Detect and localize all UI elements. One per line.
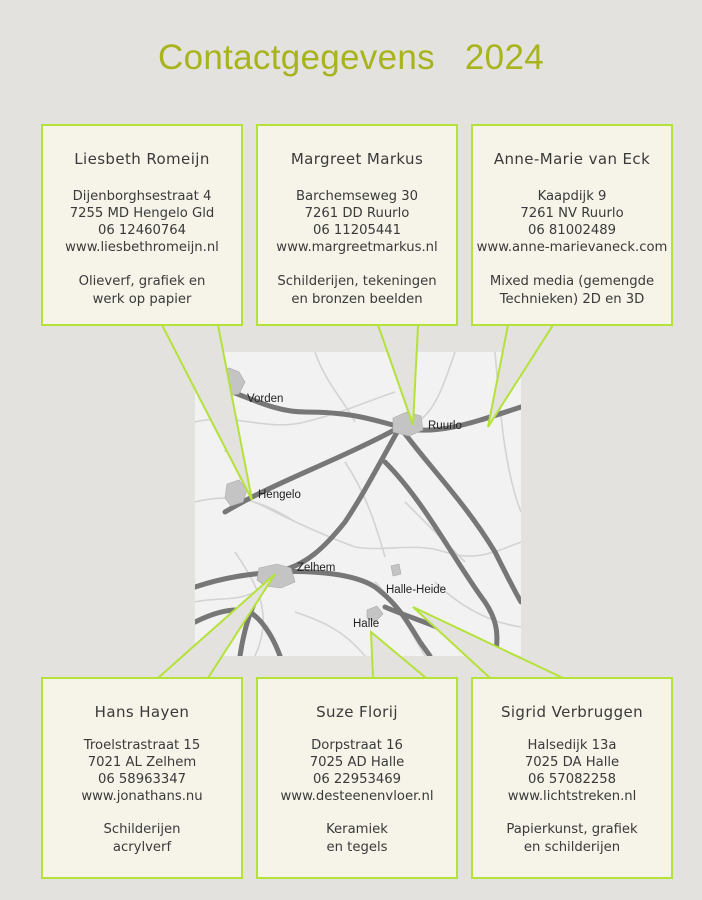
artist-name: Suze Florij <box>316 703 398 721</box>
phone-number: 06 81002489 <box>527 223 617 238</box>
contact-card-margreet-markus <box>256 124 458 326</box>
address-street: Halsedijk 13a <box>527 738 617 753</box>
artist-name: Liesbeth Romeijn <box>74 150 210 168</box>
address-city: 7261 NV Ruurlo <box>520 206 624 221</box>
pointer-hans <box>158 574 275 678</box>
website-link[interactable]: www.liesbethromeijn.nl <box>65 240 219 255</box>
address-street: Dorpstraat 16 <box>311 738 403 753</box>
address-street: Barchemseweg 30 <box>295 189 419 204</box>
description-line: Olieverf, grafiek en <box>78 274 206 289</box>
place-label-hengelo: Hengelo <box>258 489 301 501</box>
place-label-zelhem: Zelhem <box>297 562 336 574</box>
artist-name: Sigrid Verbruggen <box>500 703 644 721</box>
art-description <box>258 273 456 309</box>
description-line: en tegels <box>326 840 388 855</box>
description-line: en bronzen beelden <box>291 292 423 307</box>
title-main: Contactgegevens <box>158 38 435 77</box>
description-line: en schilderijen <box>523 840 621 855</box>
contact-card-suze-florij <box>256 677 458 879</box>
art-description <box>43 273 241 309</box>
place-label-halle: Halle <box>353 618 380 630</box>
website-link[interactable]: www.lichtstreken.nl <box>507 789 637 804</box>
place-label-vorden: Vorden <box>247 393 284 405</box>
pointer-liesbeth <box>162 325 252 500</box>
contact-card-liesbeth-romeijn <box>41 124 243 326</box>
phone-number: 06 22953469 <box>312 772 402 787</box>
address-street: Troelstrastraat 15 <box>83 738 201 753</box>
artist-name: Anne-Marie van Eck <box>493 150 651 168</box>
pointer-suze <box>371 632 426 678</box>
address-street: Dijenborghsestraat 4 <box>72 189 212 204</box>
website-link[interactable]: www.jonathans.nu <box>81 789 203 804</box>
description-line: acrylverf <box>112 840 172 855</box>
description-line: Papierkunst, grafiek <box>506 822 638 837</box>
place-label-ruurlo: Ruurlo <box>428 420 462 432</box>
art-description <box>473 821 671 857</box>
title-year: 2024 <box>464 38 544 77</box>
address-street: Kaapdijk 9 <box>537 189 607 204</box>
description-line: Schilderijen, tekeningen <box>277 274 437 289</box>
contact-card-anne-marie-van-eck <box>471 124 673 326</box>
art-description <box>43 821 241 857</box>
phone-number: 06 57082258 <box>527 772 617 787</box>
description-line: Mixed media (gemengde <box>489 274 655 289</box>
artist-name: Margreet Markus <box>290 150 424 168</box>
address-city: 7255 MD Hengelo Gld <box>69 206 215 221</box>
address-city: 7021 AL Zelhem <box>87 755 197 770</box>
description-line: werk op papier <box>92 292 192 307</box>
description-line: Keramiek <box>326 822 388 837</box>
art-description <box>258 821 456 857</box>
website-link[interactable]: www.margreetmarkus.nl <box>276 240 438 255</box>
address-city: 7261 DD Ruurlo <box>304 206 410 221</box>
phone-number: 06 58963347 <box>97 772 187 787</box>
address-city: 7025 DA Halle <box>524 755 620 770</box>
contact-card-hans-hayen <box>41 677 243 879</box>
art-description <box>473 273 671 309</box>
website-link[interactable]: www.desteenenvloer.nl <box>280 789 434 804</box>
description-line: Schilderijen <box>103 822 181 837</box>
pointer-anne-marie <box>488 325 553 427</box>
website-link[interactable]: www.anne-marievaneck.com <box>476 240 668 255</box>
pointer-margreet <box>378 325 418 425</box>
address-city: 7025 AD Halle <box>309 755 405 770</box>
description-line: Technieken) 2D en 3D <box>499 292 645 307</box>
contact-card-sigrid-verbruggen <box>471 677 673 879</box>
artist-name: Hans Hayen <box>94 703 190 721</box>
phone-number: 06 12460764 <box>97 223 187 238</box>
place-label-halle-heide: Halle-Heide <box>386 584 447 596</box>
phone-number: 06 11205441 <box>312 223 402 238</box>
pointer-sigrid <box>413 607 563 678</box>
